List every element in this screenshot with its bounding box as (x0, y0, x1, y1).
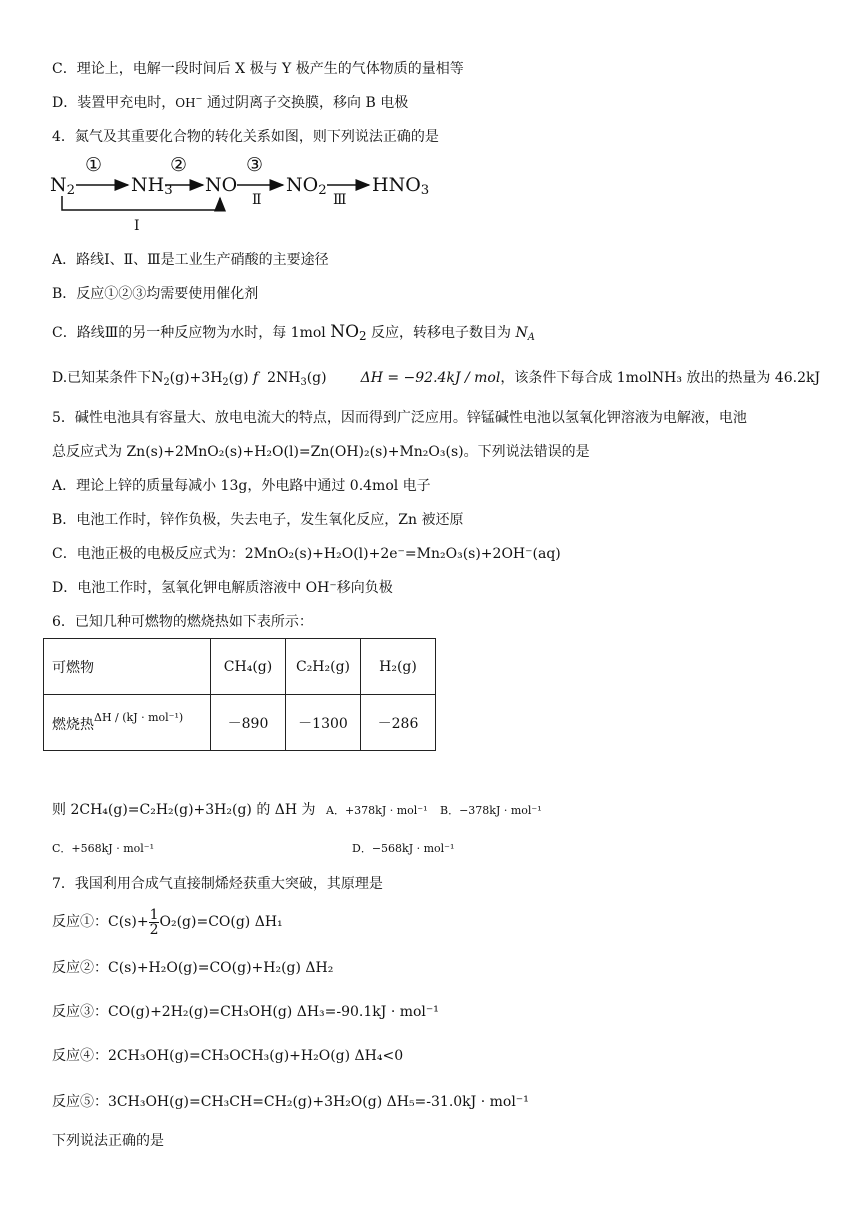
fraction-numerator: 1 (149, 906, 159, 923)
nh3-species: $NH_3$ (131, 174, 173, 198)
no2-formula: $NO_2$ (330, 322, 367, 343)
q6-option-a: A．+378kJ · mol⁻¹ (326, 804, 428, 817)
route-2-label: Ⅱ (252, 192, 262, 208)
no2-text: NO (286, 174, 319, 196)
q3-option-c: C．理论上，电解一段时间后 X 极与 Y 极产生的气体物质的量相等 (52, 61, 464, 77)
hydroxide-ion: OH− (175, 93, 203, 110)
fuel-h2: H₂(g) (361, 639, 436, 695)
q7-r1-b: O₂(g)=CO(g) ΔH₁ (159, 914, 283, 930)
no2-species: $NO_2$ (286, 174, 327, 198)
q4-option-c (52, 322, 535, 343)
q5-option-d: D．电池工作时，氢氧化钾电解质溶液中 OH⁻移向负极 (52, 580, 393, 596)
q7-reaction-5: 反应⑤：3CH₃OH(g)=CH₃CH=CH₂(g)+3H₂O(g) ΔH₅=-31.0kJ · mol⁻¹ (52, 1094, 529, 1110)
route-3-label: Ⅲ (333, 192, 347, 208)
q5-option-c: C．电池正极的电极反应式为：2MnO₂(s)+H₂O(l)+2e⁻=Mn₂O₃(s)+2OH⁻(aq) (52, 546, 561, 562)
q6-question (52, 800, 542, 821)
q7-reaction-2: 反应②：C(s)+H₂O(g)=CO(g)+H₂(g) ΔH₂ (52, 960, 334, 976)
avogadro-n: N (515, 325, 528, 341)
row-label-text: 燃烧热 (52, 717, 94, 733)
q4-option-c-pre: C．路线Ⅲ的另一种反应物为水时，每 1mol (52, 325, 331, 341)
q7-r1-label: 反应①： (52, 914, 108, 930)
one-half-fraction (149, 908, 160, 937)
hno3-species: $HNO_3$ (372, 174, 430, 198)
no-species: NO (205, 174, 238, 196)
q7-r1-a: C(s)+ (108, 914, 149, 930)
combustion-heat-table (43, 638, 436, 751)
fraction-denominator: 2 (149, 921, 159, 938)
q5-stem-line1: 5．碱性电池具有容量大、放电电流大的特点，因而得到广泛应用。锌锰碱性电池以氢氧化钾溶液为电解液，电池 (52, 410, 747, 426)
q7-stem: 7．我国利用合成气直接制烯烃获重大突破，其原理是 (52, 876, 383, 892)
q6-option-d: D．−568kJ · mol⁻¹ (352, 842, 455, 855)
q5-option-a: A．理论上锌的质量每减小 13g，外电路中通过 0.4mol 电子 (52, 478, 431, 494)
q5-stem-line2: 总反应式为 Zn(s)+2MnO₂(s)+H₂O(l)=Zn(OH)₂(s)+Mn₂O₃(s)。下列说法错误的是 (52, 444, 590, 460)
q7-reaction-3: 反应③：CO(g)+2H₂(g)=CH₃OH(g) ΔH₃=-90.1kJ · mol⁻¹ (52, 1004, 439, 1020)
q7-tail: 下列说法正确的是 (52, 1133, 164, 1149)
table-row-label (44, 695, 211, 751)
table-header-row (44, 639, 436, 695)
q6-question-text: 则 2CH₄(g)=C₂H₂(g)+3H₂(g) 的 ΔH 为 (52, 802, 316, 818)
q4-option-d-dh: ΔH = −92.4kJ / mol (360, 370, 501, 386)
hno3-text: HNO (372, 174, 421, 196)
q6-option-b: B．−378kJ · mol⁻¹ (439, 804, 542, 817)
q7-reaction-4: 反应④：2CH₃OH(g)=CH₃OCH₃(g)+H₂O(g) ΔH₄<0 (52, 1048, 404, 1064)
arrow-route-1 (62, 196, 220, 210)
ammonia-equation: $N_2(g)+3H_2(g)$ f $2NH_3(g)$ (151, 370, 327, 388)
avogadro-symbol: $N_A$ (515, 325, 535, 343)
q4-option-d (52, 368, 820, 388)
row-label-unit: ΔH / (kJ · mol⁻¹) (94, 711, 184, 724)
value-ch4: －890 (211, 695, 286, 751)
fuel-c2h2: C₂H₂(g) (286, 639, 361, 695)
step-3-label: ③ (246, 154, 264, 176)
step-2-label: ② (170, 154, 188, 176)
q5-option-b: B．电池工作时，锌作负极，失去电子，发生氧化反应，Zn 被还原 (52, 512, 464, 528)
q4-stem: 4．氮气及其重要化合物的转化关系如图，则下列说法正确的是 (52, 129, 439, 145)
q4-option-d-post: ，该条件下每合成 1molNH₃ 放出的热量为 46.2kJ (500, 370, 821, 386)
q4-option-b: B．反应①②③均需要使用催化剂 (52, 286, 259, 302)
table-header-label: 可燃物 (44, 639, 211, 695)
step-1-label: ① (85, 154, 103, 176)
q3-option-d-post: 通过阴离子交换膜，移向 B 电极 (202, 95, 409, 111)
n2-species: $N_2$ (50, 174, 76, 198)
q6-stem: 6．已知几种可燃物的燃烧热如下表所示： (52, 614, 313, 630)
q6-option-c: C．+568kJ · mol⁻¹ (52, 842, 154, 855)
scheme-arrows (0, 0, 860, 240)
fuel-ch4: CH₄(g) (211, 639, 286, 695)
value-h2: －286 (361, 695, 436, 751)
hydroxide-ion-text: OH (175, 96, 196, 110)
value-c2h2: －1300 (286, 695, 361, 751)
route-1-label: Ⅰ (134, 218, 140, 234)
q7-reaction-1 (52, 902, 283, 942)
q3-option-d-pre: D．装置甲充电时， (52, 95, 176, 111)
q4-option-c-mid: 反应，转移电子数目为 (366, 325, 516, 341)
q4-option-d-pre: D.已知某条件下 (52, 370, 152, 386)
q4-option-a: A．路线Ⅰ、Ⅱ、Ⅲ是工业生产硝酸的主要途径 (52, 252, 329, 268)
nh3-text: NH (131, 174, 165, 196)
n2-text: N (50, 174, 67, 196)
table-row (44, 695, 436, 751)
